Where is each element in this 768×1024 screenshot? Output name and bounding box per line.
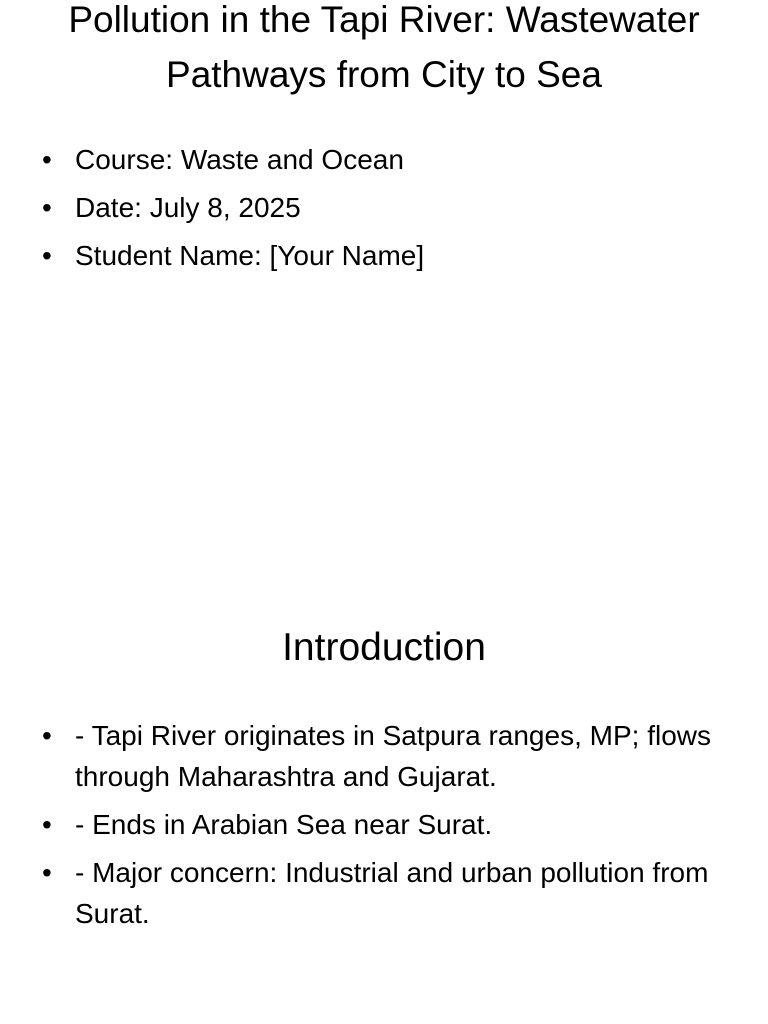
bullet-icon: •	[42, 144, 52, 175]
bullet-icon: •	[42, 192, 52, 223]
bullet-text: - Tapi River originates in Satpura ranges, MP; flows through Maharashtra and Gujarat.	[75, 720, 711, 792]
bullet-text: - Major concern: Industrial and urban pollution from Surat.	[75, 857, 709, 929]
bullet-text: Student Name: [Your Name]	[75, 240, 425, 271]
bullet-icon: •	[42, 809, 52, 840]
introduction-slide	[0, 512, 768, 1024]
bullet-icon: •	[42, 720, 52, 751]
bullet-item-origin	[40, 715, 720, 797]
bullet-item-student-name	[40, 235, 720, 277]
slide-title: Pollution in the Tapi River: Wastewater Pathways from City to Sea	[68, 0, 700, 95]
bullet-item-concern	[40, 852, 720, 934]
bullet-list	[40, 139, 720, 283]
bullet-text: - Ends in Arabian Sea near Surat.	[75, 809, 493, 840]
bullet-icon: •	[42, 240, 52, 271]
bullet-text: Course: Waste and Ocean	[75, 144, 404, 175]
bullet-item-mouth	[40, 804, 720, 845]
bullet-text: Date: July 8, 2025	[75, 192, 301, 223]
slide-title: Introduction	[282, 626, 486, 669]
bullet-item-course	[40, 139, 720, 181]
bullet-list	[40, 715, 720, 941]
bullet-item-date	[40, 187, 720, 229]
bullet-icon: •	[42, 857, 52, 888]
